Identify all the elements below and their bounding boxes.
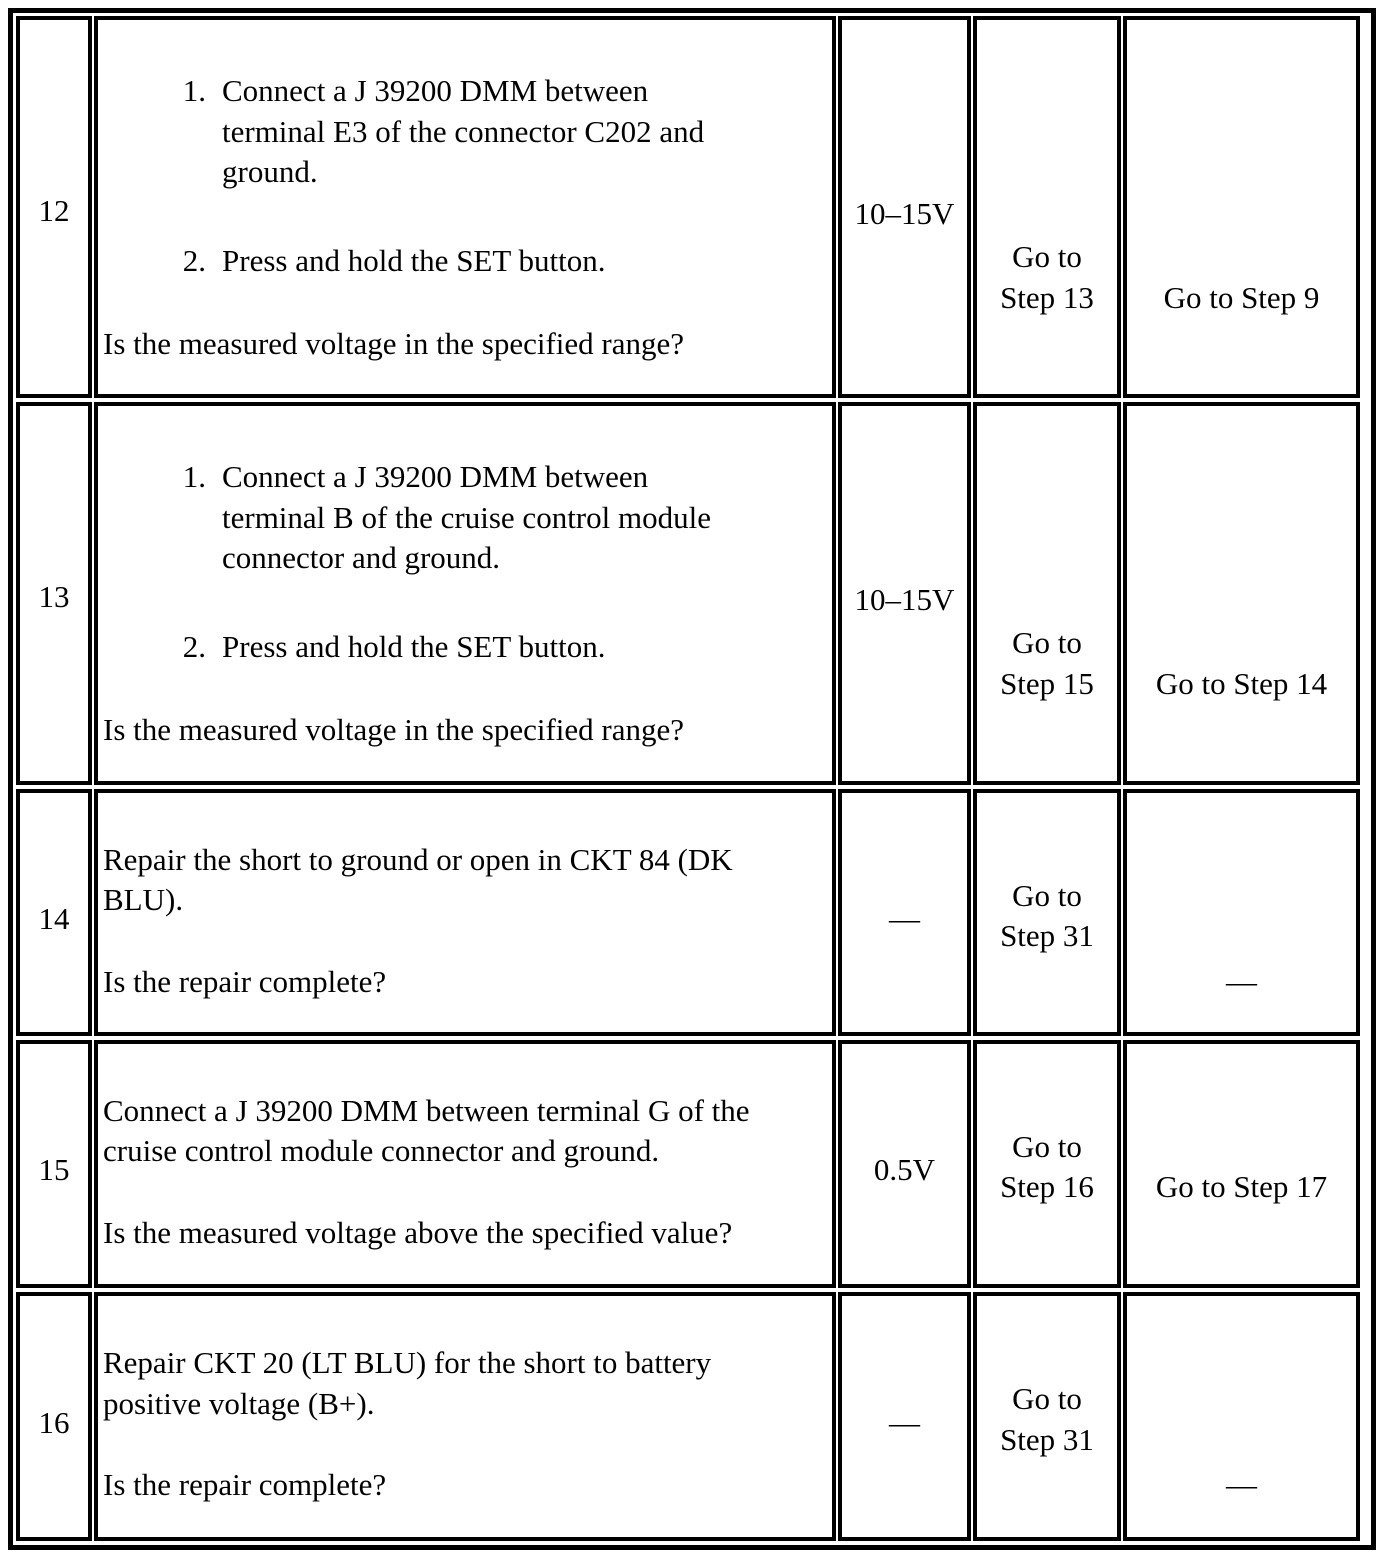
instruction-line: Connect a J 39200 DMM between terminal G of the	[103, 1093, 750, 1128]
step-number: 13	[38, 579, 70, 614]
specified-value: 0.5V	[873, 1152, 936, 1187]
question-text: Is the repair complete?	[103, 964, 387, 999]
list-number: 2.	[182, 629, 206, 664]
yes-action-line: Go to	[1012, 878, 1082, 913]
value-cell	[838, 1040, 971, 1288]
instruction-line: Press and hold the SET button.	[222, 243, 606, 278]
step-number-cell	[16, 1292, 92, 1541]
yes-action-line: Step 13	[1000, 280, 1094, 315]
instruction-line: connector and ground.	[222, 540, 501, 575]
step-number-cell	[16, 402, 92, 785]
instruction-line: Connect a J 39200 DMM between	[222, 459, 649, 494]
specified-value: —	[889, 901, 920, 936]
step-number: 16	[38, 1405, 70, 1440]
step-number-cell	[16, 789, 92, 1036]
no-cell	[1123, 789, 1360, 1036]
yes-cell	[973, 402, 1121, 785]
action-cell	[94, 16, 836, 398]
no-cell	[1123, 1040, 1360, 1288]
question-text: Is the measured voltage in the specified range?	[103, 712, 685, 747]
step-number: 12	[38, 193, 70, 228]
yes-action-line: Step 15	[1000, 666, 1094, 701]
instruction-line: terminal B of the cruise control module	[222, 500, 711, 535]
instruction-line: ground.	[222, 154, 318, 189]
no-action: Go to Step 14	[1155, 666, 1328, 701]
value-cell	[838, 16, 971, 398]
yes-action-line: Go to	[1012, 239, 1082, 274]
instruction-line: positive voltage (B+).	[103, 1386, 375, 1421]
list-number: 1.	[182, 73, 206, 108]
yes-cell	[973, 16, 1121, 398]
step-number-cell	[16, 16, 92, 398]
step-number-cell	[16, 1040, 92, 1288]
no-action: Go to Step 17	[1155, 1169, 1328, 1204]
instruction-line: Repair the short to ground or open in CKT 84 (DK	[103, 842, 733, 877]
no-action: —	[1226, 964, 1257, 999]
yes-action-line: Step 31	[1000, 1422, 1094, 1457]
question-text: Is the measured voltage above the specified value?	[103, 1215, 733, 1250]
value-cell	[838, 402, 971, 785]
specified-value: 10–15V	[854, 196, 955, 231]
action-cell	[94, 402, 836, 785]
instruction-line: Press and hold the SET button.	[222, 629, 606, 664]
action-cell	[94, 789, 836, 1036]
list-number: 2.	[182, 243, 206, 278]
question-text: Is the measured voltage in the specified range?	[103, 326, 685, 361]
yes-cell	[973, 1040, 1121, 1288]
action-cell	[94, 1292, 836, 1541]
specified-value: —	[889, 1405, 920, 1440]
yes-cell	[973, 1292, 1121, 1541]
yes-action-line: Go to	[1012, 1381, 1082, 1416]
instruction-line: terminal E3 of the connector C202 and	[222, 114, 705, 149]
no-cell	[1123, 402, 1360, 785]
yes-action-line: Go to	[1012, 1129, 1082, 1164]
action-cell	[94, 1040, 836, 1288]
no-action: —	[1226, 1467, 1257, 1502]
yes-action-line: Go to	[1012, 625, 1082, 660]
instruction-line: Connect a J 39200 DMM between	[222, 73, 649, 108]
no-cell	[1123, 1292, 1360, 1541]
instruction-line: cruise control module connector and ground.	[103, 1133, 660, 1168]
yes-action-line: Step 31	[1000, 918, 1094, 953]
list-number: 1.	[182, 459, 206, 494]
yes-action-line: Step 16	[1000, 1169, 1094, 1204]
value-cell	[838, 789, 971, 1036]
question-text: Is the repair complete?	[103, 1467, 387, 1502]
yes-cell	[973, 789, 1121, 1036]
no-action: Go to Step 9	[1163, 280, 1320, 315]
step-number: 14	[38, 901, 70, 936]
instruction-line: Repair CKT 20 (LT BLU) for the short to battery	[103, 1345, 712, 1380]
value-cell	[838, 1292, 971, 1541]
instruction-line: BLU).	[103, 882, 184, 917]
specified-value: 10–15V	[854, 582, 955, 617]
no-cell	[1123, 16, 1360, 398]
step-number: 15	[38, 1152, 70, 1187]
